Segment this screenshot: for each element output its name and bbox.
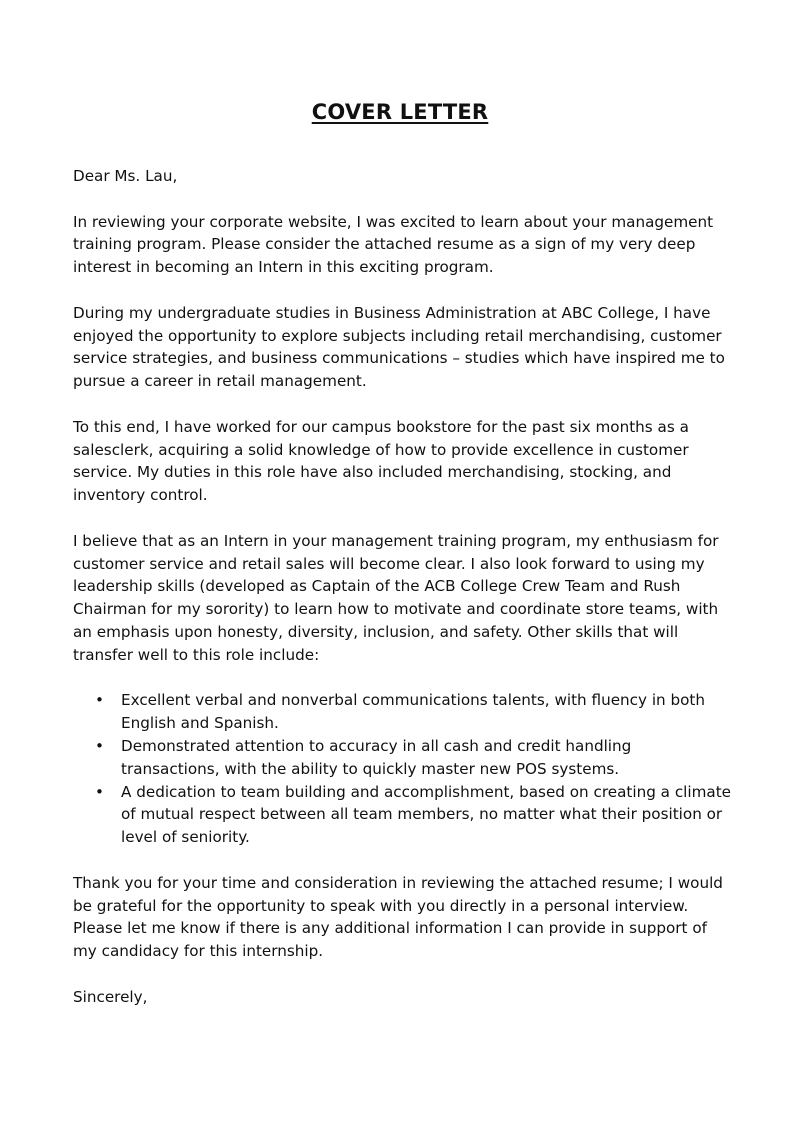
bullet-icon: •	[95, 782, 104, 801]
skills-list	[73, 689, 733, 849]
paragraph-experience: To this end, I have worked for our campus bookstore for the past six months as a salesclerk, acquiring a solid knowledge of how to provide excellence in customer service. My duties in this role have also included merchandising, stocking, and inventory control.	[73, 417, 689, 505]
paragraph-closing: Thank you for your time and consideration in reviewing the attached resume; I would be grateful for the opportunity to speak with you directly in a personal interview. Please let me know if there is any additional information I can provide in support of my candidacy for this internship.	[73, 873, 723, 961]
skills-list-item	[95, 735, 733, 781]
paragraph-skills-intro: I believe that as an Intern in your management training program, my enthusiasm for customer service and retail sales will become clear. I also look forward to using my leadership skills (developed as Captain of the ACB College Crew Team and Rush Chairman for my sorority) to learn how to motivate and coordinate store teams, with an emphasis upon honesty, diversity, inclusion, and safety. Other skills that will transfer well to this role include:	[73, 531, 719, 664]
paragraph-intro: In reviewing your corporate website, I was excited to learn about your management training program. Please consider the attached resume as a sign of my very deep interest in becoming an Intern in this exciting program.	[73, 212, 714, 277]
salutation: Dear Ms. Lau,	[73, 167, 178, 185]
skill-text: Excellent verbal and nonverbal communications talents, with fluency in both English and Spanish.	[121, 691, 706, 733]
document-title	[0, 98, 800, 126]
skills-list-item	[95, 781, 733, 849]
bullet-icon: •	[95, 736, 104, 755]
document-title-text: COVER LETTER	[311, 100, 489, 124]
skill-text: Demonstrated attention to accuracy in all cash and credit handling transactions, with the ability to quickly master new POS systems.	[121, 736, 632, 778]
paragraph-studies: During my undergraduate studies in Business Administration at ABC College, I have enjoyed the opportunity to explore subjects including retail merchandising, customer service strategies, and business communications – studies which have inspired me to pursue a career in retail management.	[73, 303, 725, 391]
skill-text: A dedication to team building and accomplishment, based on creating a climate of mutual respect between all team members, no matter what their position or level of seniority.	[121, 782, 732, 847]
letter-body	[73, 165, 733, 1008]
bullet-icon: •	[95, 691, 104, 710]
sign-off: Sincerely,	[73, 987, 148, 1006]
skills-list-item	[95, 689, 733, 735]
